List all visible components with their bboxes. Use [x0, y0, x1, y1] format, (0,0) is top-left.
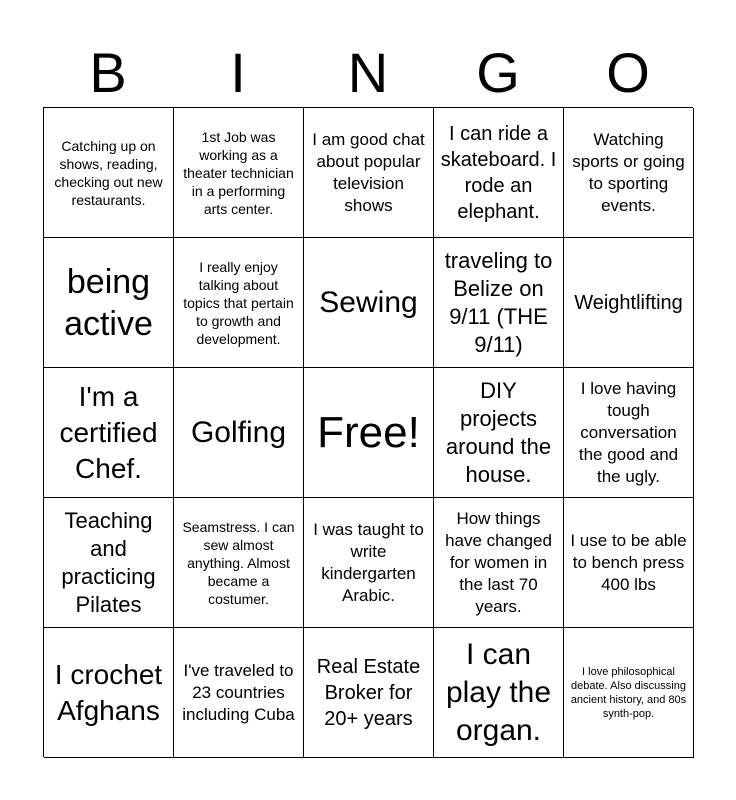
cell-text: I crochet Afghans	[54, 658, 163, 726]
bingo-cell-n5[interactable]	[304, 628, 434, 758]
free-space-text: Free!	[317, 407, 420, 457]
cell-text: I love philosophical debate. Also discussing ancient history, and 80s synth-pop.	[570, 665, 687, 720]
cell-text: being active	[64, 262, 153, 343]
bingo-cell-b5[interactable]	[44, 628, 174, 758]
bingo-cell-g2[interactable]	[434, 238, 564, 368]
bingo-cell-n2[interactable]	[304, 238, 434, 368]
bingo-cell-b2[interactable]	[44, 238, 174, 368]
cell-text: traveling to Belize on 9/11 (THE 9/11)	[444, 247, 553, 357]
cell-text: How things have changed for women in the last 70 years.	[445, 508, 552, 616]
bingo-cell-o2[interactable]	[564, 238, 694, 368]
bingo-cell-i1[interactable]	[174, 108, 304, 238]
cell-text: Weightlifting	[574, 291, 683, 314]
header-letter-g: G	[476, 41, 520, 104]
bingo-cell-g4[interactable]	[434, 498, 564, 628]
header-letter-o: O	[606, 41, 650, 104]
bingo-cell-i5[interactable]	[174, 628, 304, 758]
bingo-cell-i3[interactable]	[174, 368, 304, 498]
bingo-cell-g1[interactable]	[434, 108, 564, 238]
cell-text: I am good chat about popular television shows	[312, 129, 425, 215]
cell-text: DIY projects around the house.	[445, 377, 552, 487]
header-letter-n: N	[347, 41, 389, 104]
cell-text: Real Estate Broker for 20+ years	[316, 655, 421, 730]
bingo-cell-g3[interactable]	[434, 368, 564, 498]
cell-text: I'm a certified Chef.	[59, 380, 158, 484]
cell-text: Golfing	[190, 415, 287, 449]
bingo-cell-n4[interactable]	[304, 498, 434, 628]
bingo-cell-o5[interactable]	[564, 628, 694, 758]
bingo-cell-b1[interactable]	[44, 108, 174, 238]
bingo-grid	[43, 107, 693, 757]
cell-text: Sewing	[319, 285, 418, 319]
cell-text: I really enjoy talking about topics that pertain to growth and development.	[183, 258, 294, 347]
cell-text: 1st Job was working as a theater technician in a performing arts center.	[183, 128, 294, 217]
bingo-cell-g5[interactable]	[434, 628, 564, 758]
header-letter-i: I	[230, 41, 246, 104]
bingo-cell-o4[interactable]	[564, 498, 694, 628]
cell-text: Teaching and practicing Pilates	[61, 507, 156, 617]
bingo-cell-o1[interactable]	[564, 108, 694, 238]
cell-text: I was taught to write kindergarten Arabic.	[313, 519, 424, 605]
cell-text: I've traveled to 23 countries including Cuba	[182, 660, 295, 724]
cell-text: I can play the organ.	[445, 637, 552, 747]
bingo-header	[43, 38, 693, 108]
bingo-cell-i2[interactable]	[174, 238, 304, 368]
bingo-cell-n1[interactable]	[304, 108, 434, 238]
cell-text: I use to be able to bench press 400 lbs	[570, 530, 687, 594]
cell-text: I can ride a skateboard. I rode an elephant.	[440, 122, 557, 223]
cell-text: Watching sports or going to sporting events.	[572, 129, 685, 215]
cell-text: Catching up on shows, reading, checking out new restaurants.	[54, 137, 163, 208]
bingo-cell-b3[interactable]	[44, 368, 174, 498]
cell-text: I love having tough conversation the good and the ugly.	[578, 378, 679, 486]
header-letter-b: B	[89, 41, 127, 104]
cell-text: Seamstress. I can sew almost anything. Almost became a costumer.	[182, 518, 295, 607]
bingo-cell-free[interactable]	[304, 368, 434, 498]
bingo-cell-i4[interactable]	[174, 498, 304, 628]
bingo-cell-b4[interactable]	[44, 498, 174, 628]
bingo-cell-o3[interactable]	[564, 368, 694, 498]
